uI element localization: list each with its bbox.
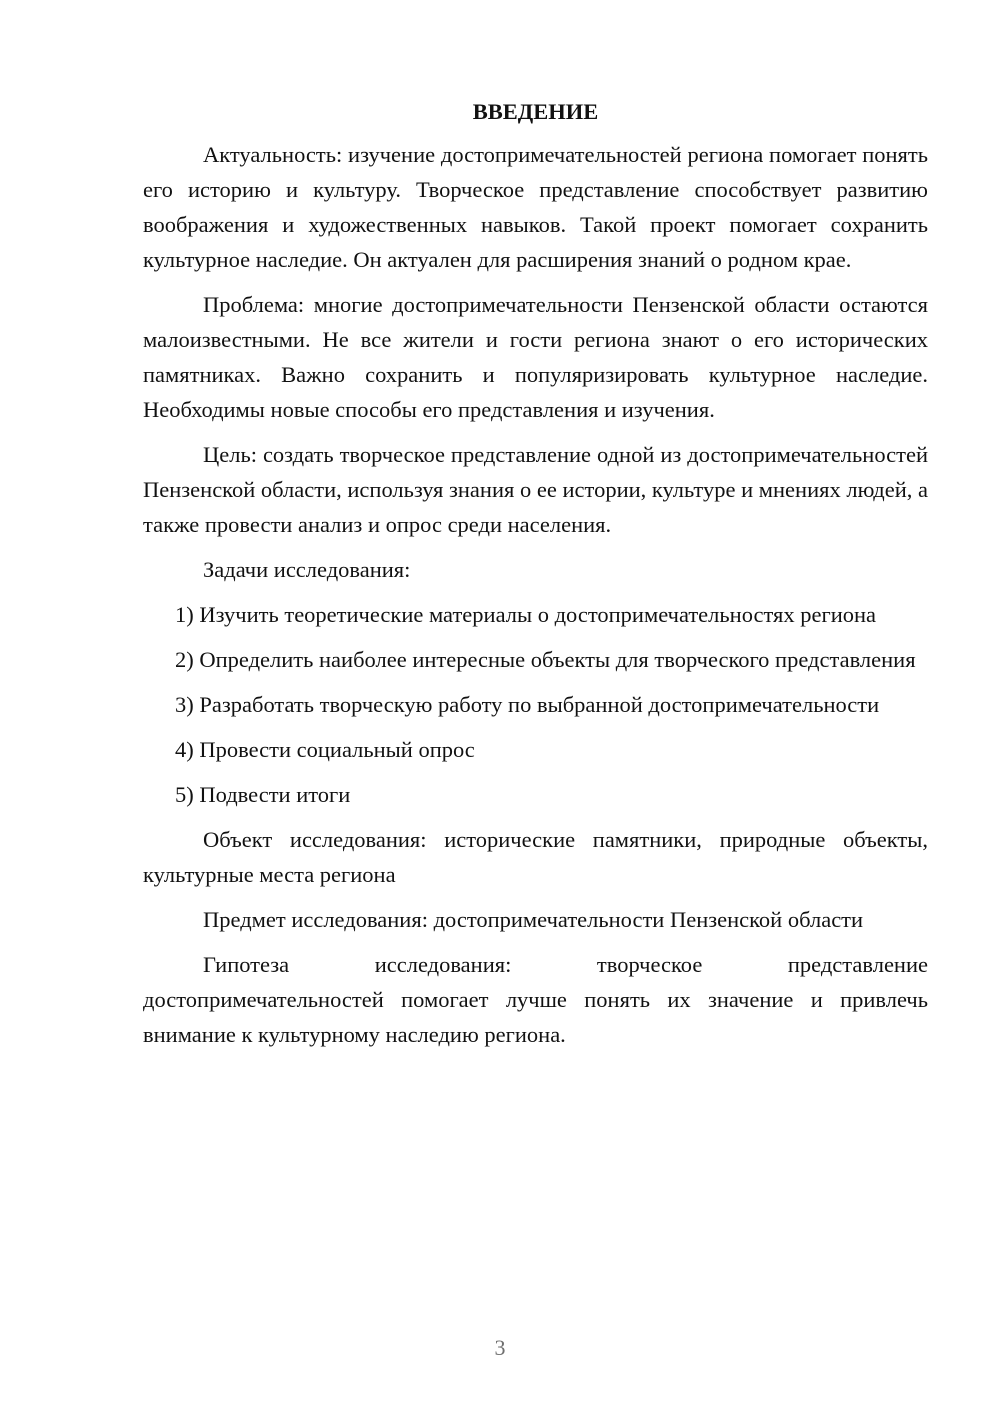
problem-paragraph: Проблема: многие достопримечательности Пензенской области остаются малоизвестными. Не все жители и гости региона знают о его исторических памятниках. Важно сохранить и популяризировать культурное наследие. Необходимы новые способы его представления и изучения. bbox=[143, 292, 928, 422]
tasks-heading: Задачи исследования: bbox=[203, 557, 411, 582]
object-paragraph: Объект исследования: исторические памятники, природные объекты, культурные места региона bbox=[143, 827, 928, 887]
task-item: 1) Изучить теоретические материалы о достопримечательностях региона bbox=[175, 602, 877, 627]
task-item: 2) Определить наиболее интересные объекты для творческого представления bbox=[175, 647, 916, 672]
task-item: 4) Провести социальный опрос bbox=[175, 737, 475, 762]
subject-paragraph: Предмет исследования: достопримечательности Пензенской области bbox=[203, 907, 864, 932]
page-number: 3 bbox=[494, 1335, 506, 1360]
task-item: 3) Разработать творческую работу по выбранной достопримечательности bbox=[175, 692, 880, 717]
section-title: ВВЕДЕНИЕ bbox=[472, 99, 599, 124]
relevance-paragraph: Актуальность: изучение достопримечательностей региона помогает понять его историю и культуру. Творческое представление способствует развитию воображения и художественных навыков. Такой проект помогает сохранить культурное наследие. Он актуален для расширения знаний о родном крае. bbox=[143, 142, 928, 272]
page-body bbox=[143, 94, 928, 1062]
task-item: 5) Подвести итоги bbox=[175, 782, 351, 807]
hypothesis-paragraph: Гипотеза исследования: творческое представление достопримечательностей помогает лучше понять их значение и привлечь внимание к культурному наследию региона. bbox=[143, 952, 928, 1047]
goal-paragraph: Цель: создать творческое представление одной из достопримечательностей Пензенской области, используя знания о ее истории, культуре и мнениях людей, а также провести анализ и опрос среди населения. bbox=[143, 442, 928, 537]
